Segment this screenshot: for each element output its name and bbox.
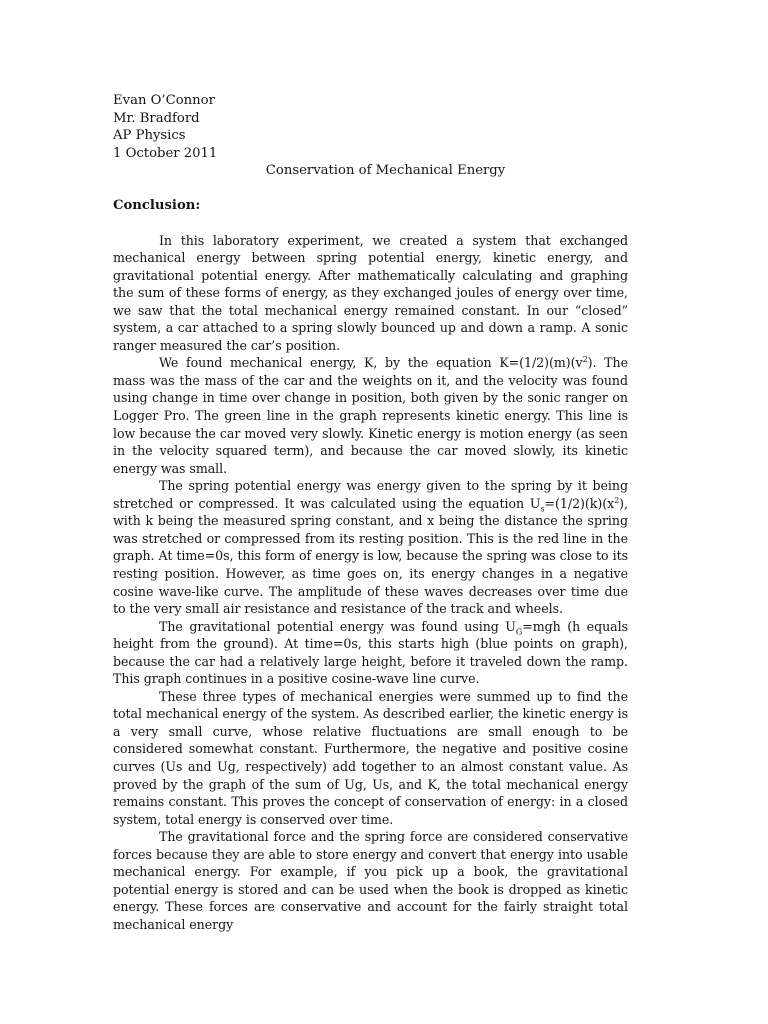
- spring-exponent: 2: [614, 495, 620, 505]
- paragraph-gravitational-energy: [113, 618, 628, 688]
- paragraph-intro: In this laboratory experiment, we created a system that exchanged mechanical energy between spring potential energy, kinetic energy, and gravitational potential energy. After mathematically calculating and graphing the sum of these forms of energy, as they exchanged joules of energy over time, we saw that the total mechanical energy remained constant. In our “closed” system, a car attached to a spring slowly bounced up and down a ramp. A sonic ranger measured the car’s position.: [113, 232, 628, 353]
- kinetic-text-2: ). The mass was the mass of the car and the weights on it, and the velocity was found using change in time over change in position, both given by the sonic ranger on Logger Pro. The green line in the graph represents kinetic energy. This line is low because the car moved very slowly. Kinetic energy is motion energy (as seen in the velocity squared term), and because the car moved slowly, its kinetic energy was small.: [113, 355, 628, 476]
- paragraph-conservative-forces: The gravitational force and the spring force are considered conservative forces because they are able to store energy and convert that energy into usable mechanical energy. For example, if you pick up a book, the gravitational potential energy is stored and can be used when the book is dropped as kinetic energy. These forces are conservative and account for the fairly straight total mechanical energy: [113, 829, 628, 932]
- author-name: Evan O’Connor: [113, 93, 215, 108]
- gravity-subscript: G: [515, 627, 523, 637]
- paragraph-spring-energy: [113, 477, 628, 617]
- spring-text-1: The spring potential energy was energy given to the spring by it being stretched or compressed. It was calculated using the equation U: [113, 478, 628, 511]
- spring-text-2: =(1/2)(k)(x: [544, 495, 615, 511]
- document-title: Conservation of Mechanical Energy: [265, 163, 506, 179]
- kinetic-exponent: 2: [582, 355, 588, 365]
- document-date: 1 October 2011: [113, 145, 218, 161]
- course-name: AP Physics: [113, 128, 186, 144]
- gravity-text-1: The gravitational potential energy was found using U: [159, 618, 516, 634]
- spring-subscript: s: [540, 504, 545, 514]
- gravity-text-2: =mgh (h equals height from the ground). At time=0s, this starts high (blue points on graph), because the car had a relatively large height, before it traveled down the ramp. This graph continues in a positive cosine-wave line curve.: [113, 618, 629, 687]
- paragraph-kinetic-energy: [113, 354, 628, 477]
- kinetic-text-1: We found mechanical energy, K, by the equation K=(1/2)(m)(v: [159, 355, 583, 371]
- paragraph-total-energy: These three types of mechanical energies were summed up to find the total mechanical energy of the system. As described earlier, the kinetic energy is a very small curve, whose relative fluctuations are small enough to be considered somewhat constant. Furthermore, the negative and positive cosine curves (Us and Ug, respectively) add together to an almost constant value. As proved by the graph of the sum of Ug, Us, and K, the total mechanical energy remains constant. This proves the concept of conservation of energy: in a closed system, total energy is conserved over time.: [113, 688, 628, 827]
- teacher-name: Mr. Bradford: [113, 110, 200, 126]
- section-heading: Conclusion:: [113, 197, 201, 213]
- spring-text-3: ), with k being the measured spring constant, and x being the distance the spring was stretched or compressed from its resting position. This is the red line in the graph. At time=0s, this form of energy is low, because the spring was close to its resting position. However, as time goes on, its energy changes in a negative cosine wave-like curve. The amplitude of these waves decreases over time due to the very small air resistance and resistance of the track and wheels.: [113, 495, 628, 617]
